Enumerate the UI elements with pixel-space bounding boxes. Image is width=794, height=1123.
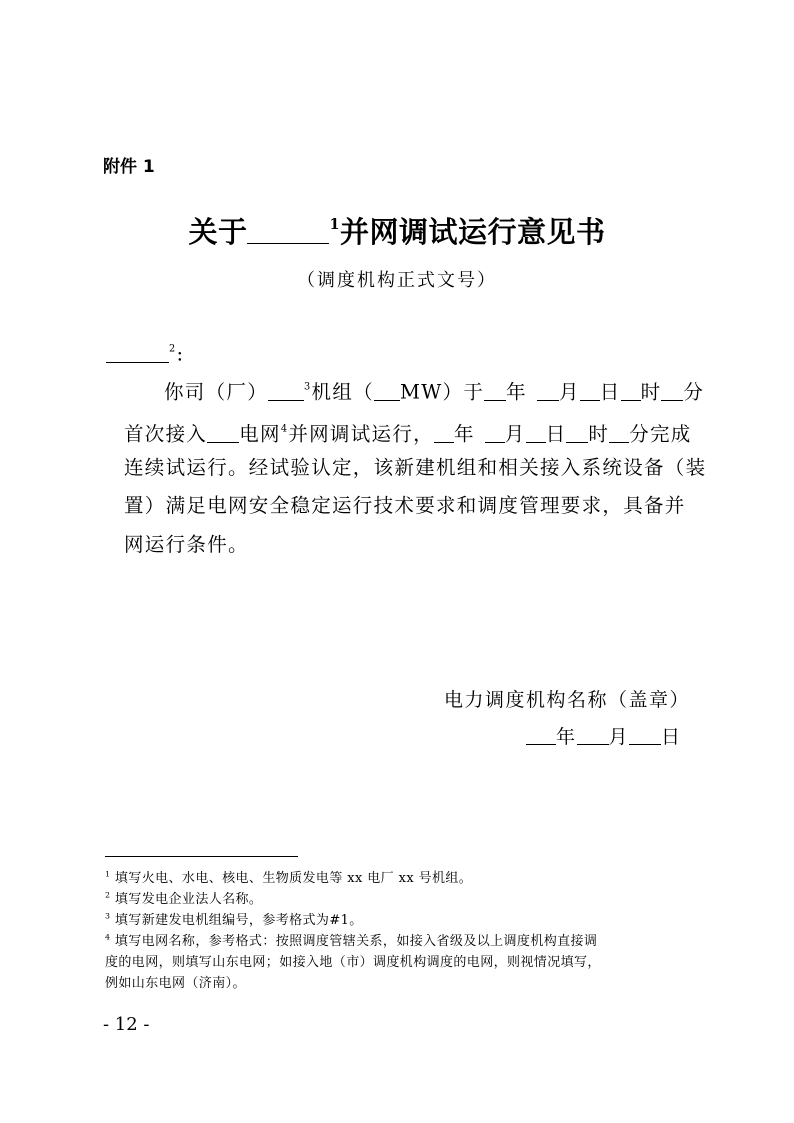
blank xyxy=(661,380,683,401)
title-suffix: 并网调试运行意见书 xyxy=(340,215,606,249)
page-number: - 12 - xyxy=(103,1014,150,1035)
blank xyxy=(609,422,629,443)
footnote-marker-4: 4 xyxy=(280,423,289,435)
footnote-1 xyxy=(105,867,472,886)
attachment-label: 附件 1 xyxy=(103,157,155,177)
signature-org: 电力调度机构名称（盖章） xyxy=(444,689,691,711)
footnote-number: 2 xyxy=(105,890,111,900)
body-text: 年 xyxy=(453,422,475,446)
footnote-marker-1: 1 xyxy=(329,215,341,233)
footnote-3 xyxy=(105,909,363,928)
footnote-number: 4 xyxy=(105,932,111,942)
document-subtitle: （调度机构正式文号） xyxy=(297,270,497,291)
addressee-blank xyxy=(106,342,169,363)
body-text: 你司（厂） xyxy=(164,380,269,404)
footnote-divider xyxy=(105,856,298,857)
blank xyxy=(577,725,609,745)
body-line-5: 网运行条件。 xyxy=(124,533,249,556)
blank xyxy=(434,422,454,443)
footnote-text: 填写发电企业法人名称。 xyxy=(114,892,263,907)
blank xyxy=(621,380,641,401)
body-line-1 xyxy=(164,380,704,402)
footnote-4-cont-1: 度的电网，则填写山东电网；如接入地（市）调度机构调度的电网，则视情况填写， xyxy=(105,955,601,970)
body-text: MW）于 xyxy=(399,380,485,404)
body-text: 时 xyxy=(588,422,610,446)
body-text: 年 xyxy=(506,380,527,404)
body-text: 月 xyxy=(504,422,526,446)
footnote-marker-3: 3 xyxy=(304,381,312,393)
body-text: 并网调试运行， xyxy=(288,422,434,446)
salutation-colon: : xyxy=(176,342,185,366)
body-text: 机组（ xyxy=(311,380,374,404)
body-line-4: 置）满足电网安全稳定运行技术要求和调度管理要求，具备并 xyxy=(124,494,686,517)
title-prefix: 关于 xyxy=(188,215,248,249)
document-title xyxy=(0,210,794,251)
footnote-2 xyxy=(105,888,262,907)
blank xyxy=(268,380,304,401)
body-text: 日 xyxy=(545,422,567,446)
blank xyxy=(566,422,588,443)
footnote-text: 填写火电、水电、核电、生物质发电等 xx 电厂 xx 号机组。 xyxy=(114,871,473,886)
footnote-text: 填写新建发电机组编号，参考格式为#1。 xyxy=(114,913,363,928)
body-text: 首次接入 xyxy=(124,422,208,446)
blank xyxy=(207,422,239,443)
body-text: 时 xyxy=(640,380,662,404)
body-text: 月 xyxy=(558,380,580,404)
footnote-4-cont-2: 例如山东电网（济南）。 xyxy=(105,976,246,991)
blank xyxy=(484,380,506,401)
body-text: 分完成 xyxy=(629,422,692,446)
footnote-marker-2: 2 xyxy=(169,343,177,355)
body-text: 日 xyxy=(599,380,621,404)
footnote-4 xyxy=(105,930,597,949)
blank xyxy=(629,725,661,745)
date-month: 月 xyxy=(608,726,630,748)
blank xyxy=(526,725,556,745)
blank xyxy=(374,380,400,401)
blank xyxy=(537,380,559,401)
footnote-number: 3 xyxy=(105,911,111,921)
footnote-text: 填写电网名称，参考格式：按照调度管辖关系，如接入省级及以上调度机构直接调 xyxy=(114,934,598,949)
footnote-number: 1 xyxy=(105,869,111,879)
date-year: 年 xyxy=(556,726,577,748)
body-text: 电网 xyxy=(239,422,281,446)
body-text: 分 xyxy=(683,380,705,404)
body-line-2 xyxy=(124,422,692,444)
blank xyxy=(526,422,546,443)
title-blank xyxy=(247,214,329,244)
date-day: 日 xyxy=(661,726,682,748)
blank xyxy=(485,422,505,443)
body-line-3: 连续试运行。经试验认定，该新建机组和相关接入系统设备（装 xyxy=(124,456,707,479)
salutation xyxy=(106,342,184,364)
blank xyxy=(580,380,600,401)
signature-date xyxy=(526,722,682,749)
